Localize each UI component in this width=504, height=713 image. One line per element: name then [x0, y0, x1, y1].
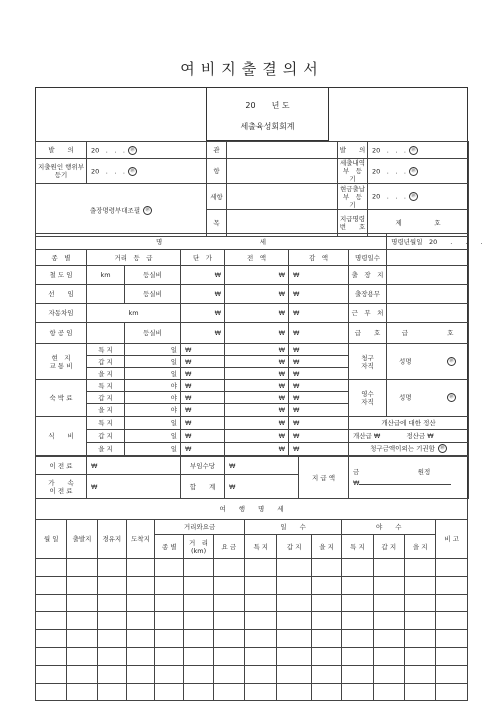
- itinerary-cell[interactable]: [97, 647, 126, 665]
- lodging-nights-1[interactable]: 야: [125, 380, 181, 392]
- itinerary-cell[interactable]: [373, 683, 404, 701]
- itinerary-cell[interactable]: [404, 665, 435, 683]
- seal-icon: ㊞: [409, 167, 418, 176]
- transport-price-1[interactable]: ₩: [181, 344, 225, 356]
- meal-price-2[interactable]: ₩: [181, 429, 225, 442]
- col-nights: 야 수: [342, 520, 436, 535]
- rail-total[interactable]: ₩: [225, 266, 289, 285]
- allowance-value[interactable]: ₩: [225, 457, 299, 475]
- lodging-reduced-2[interactable]: ₩: [289, 392, 349, 404]
- itinerary-title: 여 행 명 세: [36, 499, 468, 520]
- itinerary-cell[interactable]: [311, 683, 341, 701]
- itinerary-cell[interactable]: [97, 576, 126, 594]
- itinerary-cell[interactable]: [126, 647, 154, 665]
- itinerary-cell[interactable]: [311, 612, 341, 630]
- itinerary-cell[interactable]: [245, 612, 277, 630]
- car-total[interactable]: ₩: [225, 304, 289, 323]
- itinerary-cell[interactable]: [311, 594, 341, 612]
- seal-icon: ㊞: [447, 357, 456, 366]
- itinerary-cell[interactable]: [342, 647, 373, 665]
- seal-icon: ㊞: [128, 167, 137, 176]
- gwan-label: 관: [207, 142, 227, 159]
- itinerary-cell[interactable]: [36, 630, 67, 648]
- itinerary-cell[interactable]: [155, 683, 184, 701]
- col-distance-fare: 거리와요금: [155, 520, 245, 535]
- meal-total-3[interactable]: ₩: [225, 442, 289, 455]
- meal-days-2[interactable]: 일: [125, 429, 181, 442]
- itinerary-cell[interactable]: [184, 630, 213, 648]
- transport-price-3[interactable]: ₩: [181, 368, 225, 380]
- itinerary-cell[interactable]: [245, 576, 277, 594]
- itinerary-cell[interactable]: [436, 594, 468, 612]
- fiscal-year: 20 년 도: [245, 101, 290, 110]
- itinerary-cell[interactable]: [311, 630, 341, 648]
- itinerary-rows: [36, 559, 468, 701]
- pay-amount-label: 지 급 액: [299, 457, 349, 499]
- itinerary-cell[interactable]: [155, 594, 184, 612]
- itinerary-cell[interactable]: [126, 683, 154, 701]
- form-title: 여비지출결의서: [180, 60, 324, 78]
- itinerary-cell[interactable]: [311, 576, 341, 594]
- itinerary-cell[interactable]: [436, 683, 468, 701]
- sum-label: 합 계: [181, 475, 225, 499]
- rail-km[interactable]: km: [87, 266, 125, 285]
- seal-icon: ㊞: [409, 192, 418, 201]
- lodging-nights-3[interactable]: 야: [125, 404, 181, 416]
- table-row: [36, 594, 468, 612]
- itinerary-cell[interactable]: [342, 612, 373, 630]
- transport-days-3[interactable]: 일: [125, 368, 181, 380]
- itinerary-cell[interactable]: [373, 647, 404, 665]
- sub-type: 종 별: [155, 535, 184, 559]
- car-reduced[interactable]: ₩: [289, 304, 349, 323]
- itinerary-cell[interactable]: [213, 647, 244, 665]
- r-cash-label: 현금출납 부 등 기: [338, 184, 368, 210]
- itinerary-cell[interactable]: [436, 612, 468, 630]
- itinerary-cell[interactable]: [311, 665, 341, 683]
- rail-grade[interactable]: 등실비: [125, 266, 181, 285]
- itinerary-cell[interactable]: [245, 683, 277, 701]
- col-distance-grade: 거리 등 급: [87, 250, 181, 266]
- ship-total[interactable]: ₩: [225, 285, 289, 304]
- receiver-label: 영수 자직: [349, 380, 387, 416]
- itinerary-cell[interactable]: [36, 576, 67, 594]
- itinerary-cell[interactable]: [373, 576, 404, 594]
- lodging-price-2[interactable]: ₩: [181, 392, 225, 404]
- zone-eul: 을 지: [87, 368, 125, 380]
- itinerary-cell[interactable]: [36, 612, 67, 630]
- transport-reduced-3[interactable]: ₩: [289, 368, 349, 380]
- family-transfer-value[interactable]: ₩: [87, 475, 181, 499]
- itinerary-cell[interactable]: [67, 665, 97, 683]
- sub-day-special: 특 지: [245, 535, 277, 559]
- air-total[interactable]: ₩: [225, 323, 289, 344]
- rail-reduced[interactable]: ₩: [289, 266, 349, 285]
- itinerary-cell[interactable]: [404, 683, 435, 701]
- sub-fare: 요 금: [213, 535, 244, 559]
- sub-night-special: 특 지: [342, 535, 373, 559]
- itinerary-cell[interactable]: [373, 630, 404, 648]
- itinerary-cell[interactable]: [342, 559, 373, 577]
- meal-reduced-1[interactable]: ₩: [289, 416, 349, 429]
- lodging-total-3[interactable]: ₩: [225, 404, 289, 416]
- lodging-nights-2[interactable]: 야: [125, 392, 181, 404]
- itinerary-cell[interactable]: [342, 594, 373, 612]
- itinerary-cell[interactable]: [67, 594, 97, 612]
- itinerary-cell[interactable]: [404, 559, 435, 577]
- local-transport-label: 현 지 교 통 비: [36, 344, 87, 380]
- itinerary-cell[interactable]: [213, 630, 244, 648]
- lodging-price-1[interactable]: ₩: [181, 380, 225, 392]
- r-ledger-label: 세출내역 부 등 기: [338, 159, 368, 184]
- transport-total-2[interactable]: ₩: [225, 356, 289, 368]
- itinerary-cell[interactable]: [155, 647, 184, 665]
- itinerary-cell[interactable]: [436, 559, 468, 577]
- order-days-value[interactable]: [387, 250, 469, 266]
- zone-eul: 을 지: [87, 442, 125, 455]
- itinerary-cell[interactable]: [245, 559, 277, 577]
- itinerary-cell[interactable]: [404, 612, 435, 630]
- car-fare-label: 자동차임: [36, 304, 87, 323]
- transport-reduced-1[interactable]: ₩: [289, 344, 349, 356]
- trip-order-check[interactable]: 출장명령부대조필 ㊞: [36, 184, 207, 237]
- itinerary-cell[interactable]: [311, 647, 341, 665]
- trip-purpose-label: 출장용무: [349, 285, 387, 304]
- itinerary-cell[interactable]: [277, 683, 312, 701]
- air-grade[interactable]: 등실비: [125, 323, 181, 344]
- itinerary-cell[interactable]: [373, 665, 404, 683]
- itinerary-cell[interactable]: [36, 683, 67, 701]
- table-row: [36, 647, 468, 665]
- itinerary-cell[interactable]: [126, 559, 154, 577]
- gwan-value[interactable]: [227, 142, 338, 159]
- itinerary-cell[interactable]: [155, 559, 184, 577]
- itinerary-cell[interactable]: [213, 594, 244, 612]
- itinerary-cell[interactable]: [277, 665, 312, 683]
- details-heading: 명 세: [36, 234, 387, 250]
- itinerary-cell[interactable]: [126, 576, 154, 594]
- itinerary-cell[interactable]: [67, 683, 97, 701]
- itinerary-cell[interactable]: [245, 647, 277, 665]
- issue-label: 발 의: [36, 142, 87, 159]
- itinerary-cell[interactable]: [277, 647, 312, 665]
- meal-price-3[interactable]: ₩: [181, 442, 225, 455]
- table-row: [36, 612, 468, 630]
- itinerary-cell[interactable]: [155, 576, 184, 594]
- itinerary-cell[interactable]: [97, 683, 126, 701]
- transport-total-1[interactable]: ₩: [225, 344, 289, 356]
- zone-special: 특 지: [87, 344, 125, 356]
- itinerary-cell[interactable]: [277, 594, 312, 612]
- zone-eul: 을 지: [87, 404, 125, 416]
- workplace-value[interactable]: [387, 304, 469, 323]
- rail-fare-label: 철 도 임: [36, 266, 87, 285]
- sub-day-gap: 갑 지: [277, 535, 312, 559]
- transfer-value[interactable]: ₩: [87, 457, 181, 475]
- zone-gap: 갑 지: [87, 429, 125, 442]
- air-price[interactable]: ₩: [181, 323, 225, 344]
- allowance-label: 부임수당: [181, 457, 225, 475]
- transfer-label: 이 전 료: [36, 457, 87, 475]
- meal-label: 식 비: [36, 416, 87, 455]
- itinerary-cell[interactable]: [97, 559, 126, 577]
- itinerary-cell[interactable]: [184, 559, 213, 577]
- itinerary-cell[interactable]: [36, 665, 67, 683]
- issue-date[interactable]: 20 . . . ㊞: [87, 142, 207, 159]
- itinerary-cell[interactable]: [97, 630, 126, 648]
- itinerary-cell[interactable]: [67, 647, 97, 665]
- ship-price[interactable]: ₩: [181, 285, 225, 304]
- itinerary-cell[interactable]: [245, 630, 277, 648]
- fiscal-header: [206, 87, 329, 141]
- itinerary-cell[interactable]: [342, 576, 373, 594]
- itinerary-cell[interactable]: [436, 665, 468, 683]
- seal-icon: ㊞: [128, 146, 137, 155]
- allowance-table: [35, 343, 469, 456]
- receiver-name[interactable]: 성명 ㊞: [387, 380, 469, 416]
- transport-days-1[interactable]: 일: [125, 344, 181, 356]
- itinerary-cell[interactable]: [67, 612, 97, 630]
- itinerary-cell[interactable]: [184, 665, 213, 683]
- order-date-row[interactable]: 명령년월일 20 . . .: [387, 234, 469, 250]
- zone-special: 특 지: [87, 380, 125, 392]
- seal-icon: ㊞: [409, 146, 418, 155]
- itinerary-cell[interactable]: [404, 630, 435, 648]
- totals-table: [35, 456, 469, 499]
- r-payorder-label: 지급명령 번 호: [338, 210, 368, 237]
- itinerary-cell[interactable]: [342, 683, 373, 701]
- order-days-label: 명령일수: [349, 250, 387, 266]
- settlement-title: 개산급에 대한 정산: [349, 416, 469, 429]
- lodging-total-1[interactable]: ₩: [225, 380, 289, 392]
- itinerary-cell[interactable]: [373, 559, 404, 577]
- r-issue-date[interactable]: 20 . . . ㊞: [368, 142, 469, 159]
- claimant-name[interactable]: 성명 ㊞: [387, 344, 469, 380]
- itinerary-cell[interactable]: [67, 630, 97, 648]
- itinerary-cell[interactable]: [342, 665, 373, 683]
- itinerary-cell[interactable]: [404, 594, 435, 612]
- table-row: [36, 630, 468, 648]
- car-price[interactable]: ₩: [181, 304, 225, 323]
- ship-fare-label: 선 임: [36, 285, 87, 304]
- itinerary-cell[interactable]: [184, 647, 213, 665]
- seal-icon: ㊞: [447, 393, 456, 402]
- itinerary-cell[interactable]: [373, 594, 404, 612]
- itinerary-cell[interactable]: [436, 576, 468, 594]
- pay-amount-value[interactable]: 금 원정 ₩: [349, 457, 469, 499]
- itinerary-cell[interactable]: [213, 683, 244, 701]
- lodging-reduced-1[interactable]: ₩: [289, 380, 349, 392]
- air-km[interactable]: [87, 323, 125, 344]
- sub-night-eul: 을 지: [404, 535, 435, 559]
- itinerary-cell[interactable]: [213, 665, 244, 683]
- itinerary-cell[interactable]: [67, 576, 97, 594]
- ledger-date[interactable]: 20 . . . ㊞: [87, 159, 207, 184]
- itinerary-cell[interactable]: [97, 594, 126, 612]
- sub-distance: 거 리 (km): [184, 535, 213, 559]
- meal-reduced-2[interactable]: ₩: [289, 429, 349, 442]
- sehang-value[interactable]: [227, 184, 338, 210]
- itinerary-cell[interactable]: [36, 594, 67, 612]
- zone-gap: 갑 지: [87, 356, 125, 368]
- transport-days-2[interactable]: 일: [125, 356, 181, 368]
- col-via: 경유지: [97, 520, 126, 559]
- itinerary-cell[interactable]: [277, 630, 312, 648]
- col-unit-price: 단 가: [181, 250, 225, 266]
- col-days: 일 수: [245, 520, 342, 535]
- fiscal-account: 세출육성회회계: [240, 122, 295, 131]
- itinerary-cell[interactable]: [126, 612, 154, 630]
- itinerary-cell[interactable]: [245, 665, 277, 683]
- ship-km[interactable]: [87, 285, 125, 304]
- transport-total-3[interactable]: ₩: [225, 368, 289, 380]
- workplace-label: 근 무 처: [349, 304, 387, 323]
- table-row: [36, 576, 468, 594]
- ledger-label: 지출원인 행위부 등기: [36, 159, 87, 184]
- trip-purpose-value[interactable]: [387, 285, 469, 304]
- lodging-price-3[interactable]: ₩: [181, 404, 225, 416]
- itinerary-cell[interactable]: [97, 665, 126, 683]
- zone-gap: 갑 지: [87, 392, 125, 404]
- meal-days-1[interactable]: 일: [125, 416, 181, 429]
- air-fare-label: 항 공 임: [36, 323, 87, 344]
- itinerary-table: [35, 498, 468, 701]
- itinerary-cell[interactable]: [184, 576, 213, 594]
- trip-place-value[interactable]: [387, 266, 469, 285]
- col-remarks: 비 고: [436, 520, 468, 559]
- col-month-day: 월 일: [36, 520, 67, 559]
- trip-place-label: 출 장 지: [349, 266, 387, 285]
- itinerary-cell[interactable]: [184, 683, 213, 701]
- details-table: [35, 233, 483, 344]
- itinerary-cell[interactable]: [436, 647, 468, 665]
- itinerary-cell[interactable]: [155, 665, 184, 683]
- itinerary-cell[interactable]: [36, 647, 67, 665]
- hang-value[interactable]: [227, 159, 338, 184]
- seal-icon: ㊞: [438, 444, 447, 453]
- itinerary-cell[interactable]: [277, 612, 312, 630]
- transport-price-2[interactable]: ₩: [181, 356, 225, 368]
- itinerary-cell[interactable]: [404, 647, 435, 665]
- lodging-total-2[interactable]: ₩: [225, 392, 289, 404]
- itinerary-cell[interactable]: [36, 559, 67, 577]
- ship-reduced[interactable]: ₩: [289, 285, 349, 304]
- lodging-label: 숙 박 료: [36, 380, 87, 416]
- itinerary-cell[interactable]: [277, 576, 312, 594]
- table-row: [36, 683, 468, 701]
- transport-reduced-2[interactable]: ₩: [289, 356, 349, 368]
- meal-price-1[interactable]: ₩: [181, 416, 225, 429]
- ship-grade[interactable]: 등실비: [125, 285, 181, 304]
- itinerary-cell[interactable]: [155, 612, 184, 630]
- claimant-label: 청구 자직: [349, 344, 387, 380]
- sehang-label: 세항: [207, 184, 227, 210]
- table-row: [36, 559, 468, 577]
- sub-day-eul: 을 지: [311, 535, 341, 559]
- lodging-reduced-3[interactable]: ₩: [289, 404, 349, 416]
- air-reduced[interactable]: ₩: [289, 323, 349, 344]
- meal-total-1[interactable]: ₩: [225, 416, 289, 429]
- col-type: 종 별: [36, 250, 87, 266]
- r-issue-label: 발 의: [338, 142, 368, 159]
- r-cash-date[interactable]: 20 . . . ㊞: [368, 184, 469, 210]
- col-depart: 출발지: [67, 520, 97, 559]
- grade-label: 급 호: [349, 323, 387, 344]
- itinerary-cell[interactable]: [373, 612, 404, 630]
- itinerary-cell[interactable]: [342, 630, 373, 648]
- payorder-number[interactable]: 제 호: [368, 210, 469, 237]
- itinerary-cell[interactable]: [67, 559, 97, 577]
- seal-icon: ㊞: [143, 206, 152, 215]
- itinerary-cell[interactable]: [97, 612, 126, 630]
- itinerary-cell[interactable]: [213, 559, 244, 577]
- grade-value[interactable]: 급 호: [387, 323, 469, 344]
- sub-night-gap: 갑 지: [373, 535, 404, 559]
- approval-table: [35, 141, 469, 237]
- col-arrive: 도착지: [126, 520, 154, 559]
- mok-label: 목: [207, 210, 227, 237]
- hang-label: 항: [207, 159, 227, 184]
- waiver-statement: 청구금액이외는 기권함 ㊞: [349, 442, 469, 455]
- rail-price[interactable]: ₩: [181, 266, 225, 285]
- meal-total-2[interactable]: ₩: [225, 429, 289, 442]
- sum-value[interactable]: ₩: [225, 475, 299, 499]
- family-transfer-label: 가 속 이 전 료: [36, 475, 87, 499]
- settlement-amounts[interactable]: 개산급 ₩ 정산금 ₩: [349, 429, 469, 442]
- itinerary-cell[interactable]: [184, 594, 213, 612]
- itinerary-cell[interactable]: [155, 630, 184, 648]
- itinerary-cell[interactable]: [311, 559, 341, 577]
- zone-special: 특 지: [87, 416, 125, 429]
- itinerary-cell[interactable]: [126, 594, 154, 612]
- col-reduced: 감 액: [289, 250, 349, 266]
- meal-days-3[interactable]: 일: [125, 442, 181, 455]
- itinerary-cell[interactable]: [277, 559, 312, 577]
- car-km[interactable]: km: [87, 304, 181, 323]
- itinerary-cell[interactable]: [213, 576, 244, 594]
- itinerary-cell[interactable]: [184, 612, 213, 630]
- table-row: [36, 665, 468, 683]
- itinerary-cell[interactable]: [404, 576, 435, 594]
- itinerary-cell[interactable]: [245, 594, 277, 612]
- itinerary-cell[interactable]: [126, 630, 154, 648]
- itinerary-cell[interactable]: [126, 665, 154, 683]
- itinerary-cell[interactable]: [436, 630, 468, 648]
- col-total: 전 액: [225, 250, 289, 266]
- itinerary-cell[interactable]: [213, 612, 244, 630]
- r-ledger-date[interactable]: 20 . . . ㊞: [368, 159, 469, 184]
- meal-reduced-3[interactable]: ₩: [289, 442, 349, 455]
